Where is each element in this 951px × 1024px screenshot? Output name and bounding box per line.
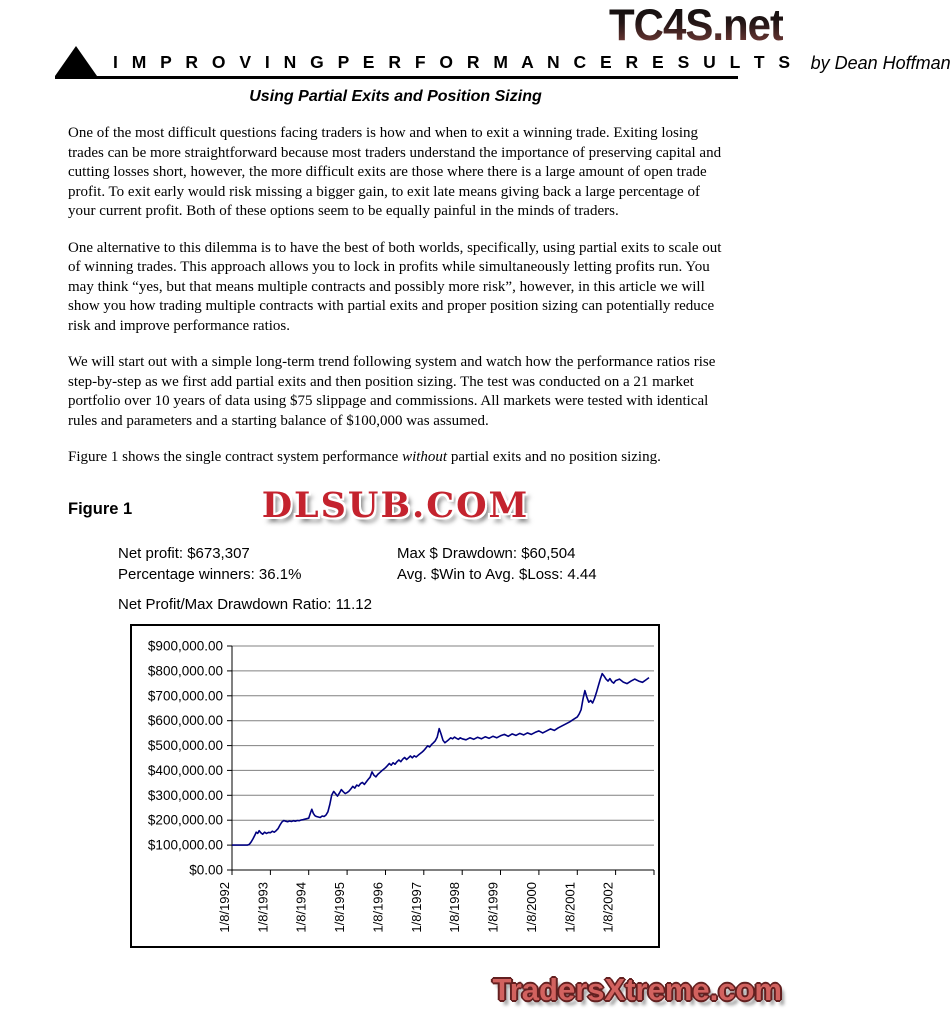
svg-text:1/8/1995: 1/8/1995 <box>332 882 348 933</box>
svg-text:1/8/1994: 1/8/1994 <box>293 882 309 933</box>
svg-text:1/8/1997: 1/8/1997 <box>408 882 424 933</box>
equity-line <box>232 674 649 846</box>
svg-text:1/8/2000: 1/8/2000 <box>523 882 539 933</box>
article-subtitle: Using Partial Exits and Position Sizing <box>249 88 542 105</box>
tradersxtreme-logo: TradersXtreme.com <box>492 972 782 1007</box>
stat-net-profit: Net profit: $673,307 <box>118 545 250 562</box>
stat-avg-win-loss: Avg. $Win to Avg. $Loss: 4.44 <box>397 566 597 583</box>
svg-text:$800,000.00: $800,000.00 <box>147 663 223 679</box>
paragraph-2: One alternative to this dilemma is to have the best of both worlds, specifically, using partial exits to scale out of winning trades. This approach allows you to lock in profits while simultaneously letting profits run. You may think “yes, but that means multiple contracts and possibly more risk”, however, in this article we will show you how trading multiple contracts with partial exits and proper position sizing can potentially reduce risk and improve performance ratios. <box>68 239 722 334</box>
equity-curve-chart <box>130 624 660 948</box>
dlsub-watermark: DLSUB.COM <box>261 485 530 526</box>
svg-text:$100,000.00: $100,000.00 <box>147 837 223 853</box>
svg-text:1/8/1999: 1/8/1999 <box>485 882 501 933</box>
svg-text:1/8/2002: 1/8/2002 <box>600 882 616 933</box>
figure-intro <box>68 448 728 468</box>
svg-text:$400,000.00: $400,000.00 <box>147 762 223 778</box>
triangle-icon <box>55 46 97 76</box>
svg-text:$500,000.00: $500,000.00 <box>147 738 223 754</box>
figure-intro-suffix: partial exits and no position sizing. <box>447 449 661 465</box>
paragraph-1: One of the most difficult questions facing traders is how and when to exit a winning trade. Exiting losing trades can be more straightforward because most traders understand the importance of preserving capital and cutting losses short, however, the more difficult exits are those where there is a large amount of open trade profit. To exit early would risk missing a bigger gain, to exit late means giving back a large percentage of your current profit. Both of these options seem to be equally painful in the minds of traders. <box>68 125 722 219</box>
paragraph-3: We will start out with a simple long-term trend following system and watch how the performance ratios rise step-by-step as we first add partial exits and then position sizing. The test was conducted on a 21 market portfolio over 10 years of data using $75 slippage and commissions. All markets were tested with identical rules and parameters and a starting balance of $100,000 was assumed. <box>68 354 716 429</box>
svg-text:1/8/1992: 1/8/1992 <box>217 882 232 933</box>
equity-curve-svg <box>132 626 658 946</box>
svg-text:1/8/1998: 1/8/1998 <box>447 882 463 933</box>
svg-text:$600,000.00: $600,000.00 <box>147 713 223 729</box>
svg-text:$300,000.00: $300,000.00 <box>147 787 223 803</box>
svg-text:$0.00: $0.00 <box>189 862 223 878</box>
stat-percentage-winners: Percentage winners: 36.1% <box>118 566 302 583</box>
stats-left-column <box>118 543 301 585</box>
article-body <box>68 124 728 485</box>
figure-intro-prefix: Figure 1 shows the single contract system performance <box>68 449 403 465</box>
stats-right-column <box>397 543 597 585</box>
svg-text:$700,000.00: $700,000.00 <box>147 688 223 704</box>
stat-max-drawdown: Max $ Drawdown: $60,504 <box>397 545 576 562</box>
stat-ratio: Net Profit/Max Drawdown Ratio: 11.12 <box>118 596 372 613</box>
article-title: I M P R O V I N G P E R F O R M A N C E R E S U L T S <box>113 52 795 72</box>
figure-label: Figure 1 <box>68 500 133 518</box>
figure-intro-italic: without <box>402 449 448 465</box>
article-byline: by Dean Hoffman <box>810 53 951 73</box>
article-header <box>55 46 951 79</box>
svg-text:1/8/1996: 1/8/1996 <box>370 882 386 933</box>
svg-text:1/8/2001: 1/8/2001 <box>562 882 578 933</box>
svg-text:1/8/1993: 1/8/1993 <box>255 882 271 933</box>
svg-text:$200,000.00: $200,000.00 <box>147 812 223 828</box>
svg-text:$900,000.00: $900,000.00 <box>147 638 223 654</box>
tc4s-logo: TC4S.net <box>608 0 783 50</box>
